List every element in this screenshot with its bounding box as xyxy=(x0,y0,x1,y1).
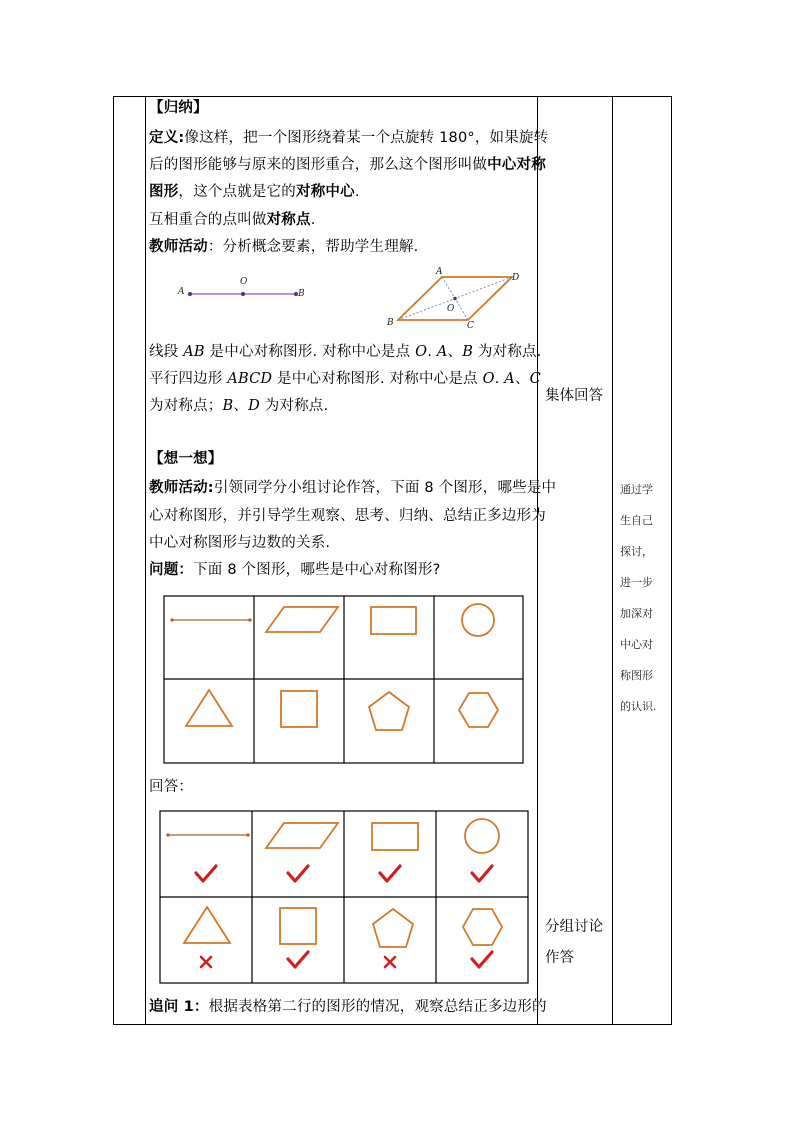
example-parallelogram-line xyxy=(149,369,541,389)
question-text: 下面 8 个图形，哪些是中心对称图形? xyxy=(193,562,441,578)
shape-triangle xyxy=(186,690,232,726)
shape-parallelogram xyxy=(266,823,338,848)
shape-rectangle xyxy=(371,607,416,634)
question-shapes-grid xyxy=(164,596,524,764)
symmetric-points-period: . xyxy=(310,212,316,228)
section-heading-summary: 【归纳】 xyxy=(149,100,208,116)
point-o-dot xyxy=(241,292,245,296)
example-text: . xyxy=(427,344,437,360)
example-text: 线段 xyxy=(149,344,184,360)
example-parallelogram-line-2 xyxy=(149,396,328,416)
check-mark-icon xyxy=(288,952,308,967)
shape-pentagon xyxy=(373,909,413,947)
segment-endpoint xyxy=(248,618,251,621)
definition-line-2 xyxy=(149,155,546,175)
column-divider-2 xyxy=(537,97,538,1024)
teacher-activity-line xyxy=(149,237,418,257)
term-figure: 图形 xyxy=(149,184,179,200)
label-o: O xyxy=(447,304,455,314)
parallelogram-abcd-figure xyxy=(385,265,525,335)
definition-line-1 xyxy=(149,128,548,148)
check-mark-icon xyxy=(472,952,492,967)
check-mark-icon xyxy=(472,866,492,881)
shape-triangle xyxy=(184,907,230,943)
math-b: B xyxy=(462,344,474,360)
definition-period: . xyxy=(354,184,360,200)
shape-circle xyxy=(462,604,494,636)
shape-hexagon xyxy=(463,909,502,945)
shape-pentagon xyxy=(369,692,409,730)
term-symmetric-points: 对称点 xyxy=(266,212,311,228)
example-text: 是中心对称图形. 对称中心是点 xyxy=(204,344,416,360)
design-intent-line: 生自己 xyxy=(620,514,653,527)
answer-label: 回答： xyxy=(149,779,194,795)
shape-circle xyxy=(465,819,499,853)
collective-answer-note: 集体回答 xyxy=(545,388,603,404)
question-line xyxy=(149,560,441,580)
term-central-symmetric: 中心对称 xyxy=(487,157,546,173)
label-o: O xyxy=(240,277,248,287)
teacher-activity-label: 教师活动 xyxy=(149,239,208,255)
symmetric-points-line xyxy=(149,210,316,230)
column-divider-3 xyxy=(612,97,613,1024)
math-abcd: ABCD xyxy=(227,371,273,387)
followup-text: 根据表格第二行的图形的情况，观察总结正多边形的 xyxy=(208,999,547,1015)
point-o-dot xyxy=(453,297,457,301)
example-text: 、 xyxy=(233,398,249,414)
teacher-activity-2-text: 引领同学分小组讨论作答，下面 8 个图形，哪些是中 xyxy=(213,480,557,496)
math-a: A xyxy=(436,344,448,360)
teacher-activity-2-label: 教师活动: xyxy=(149,480,214,496)
teacher-activity-text: ：分析概念要素，帮助学生理解. xyxy=(207,239,419,255)
example-text: 是中心对称图形. 对称中心是点 xyxy=(272,371,483,387)
design-intent-line: 通过学 xyxy=(620,483,653,496)
label-b: B xyxy=(298,289,305,299)
followup-label: 追问 1： xyxy=(149,999,209,1015)
definition-label: 定义: xyxy=(149,130,185,146)
group-discussion-note: 分组讨论 xyxy=(545,919,603,935)
label-c: C xyxy=(467,321,474,331)
followup-line xyxy=(149,997,547,1017)
design-intent-line: 进一步 xyxy=(620,576,653,589)
teacher-activity-2-line-2: 心对称图形，并引导学生观察、思考、归纳、总结正多边形为 xyxy=(149,508,546,524)
example-text: 为对称点； xyxy=(149,398,223,414)
design-intent-line: 加深对 xyxy=(620,607,653,620)
design-intent-line: 探讨， xyxy=(620,545,653,558)
definition-text-3: ，这个点就是它的 xyxy=(178,184,297,200)
check-mark-icon xyxy=(196,866,216,881)
math-o: O xyxy=(482,371,495,387)
teacher-activity-2-line-1 xyxy=(149,478,556,498)
shape-rectangle xyxy=(372,823,418,850)
shape-square xyxy=(280,908,316,944)
example-text: 为对称点. xyxy=(473,344,542,360)
label-d: D xyxy=(512,273,520,283)
example-text: . xyxy=(494,371,505,387)
segment-endpoint xyxy=(170,618,173,621)
answer-shapes-grid xyxy=(160,811,529,984)
definition-text-2: 后的图形能够与原来的图形重合，那么这个图形叫做 xyxy=(149,157,488,173)
column-divider-1 xyxy=(145,97,146,1024)
example-text: 平行四边形 xyxy=(149,371,228,387)
definition-text-1: 像这样，把一个图形绕着某一个点旋转 180°，如果旋转 xyxy=(184,130,549,146)
label-b: B xyxy=(387,318,394,328)
example-segment-line xyxy=(149,342,541,362)
example-text: 、 xyxy=(447,344,463,360)
shape-square xyxy=(281,691,317,727)
math-c: C xyxy=(529,371,541,387)
segment-endpoint xyxy=(166,833,169,836)
cross-mark-icon xyxy=(385,957,395,967)
label-a: A xyxy=(436,267,443,277)
segment-ab-figure xyxy=(170,272,320,306)
example-text: 为对称点. xyxy=(259,398,329,414)
term-center-of-symmetry: 对称中心 xyxy=(296,184,355,200)
group-discussion-note-2: 作答 xyxy=(545,950,574,966)
teacher-activity-2-line-3: 中心对称图形与边数的关系. xyxy=(149,535,331,551)
design-intent-line: 的认识. xyxy=(620,700,657,713)
definition-line-3 xyxy=(149,182,360,202)
shape-hexagon xyxy=(459,693,498,727)
design-intent-line: 中心对 xyxy=(620,638,653,651)
section-heading-think: 【想一想】 xyxy=(149,451,223,467)
math-a: A xyxy=(504,371,515,387)
segment-endpoint xyxy=(246,833,249,836)
math-d: D xyxy=(248,398,260,414)
check-mark-icon xyxy=(380,866,400,881)
cross-mark-icon xyxy=(201,957,211,967)
point-a-dot xyxy=(188,292,192,296)
example-text: 、 xyxy=(514,371,530,387)
design-intent-line: 称图形 xyxy=(620,669,653,682)
question-label: 问题： xyxy=(149,562,194,578)
check-mark-icon xyxy=(288,866,308,881)
math-ab: AB xyxy=(183,344,205,360)
math-o: O xyxy=(415,344,428,360)
design-intent-note xyxy=(620,474,666,722)
math-b: B xyxy=(222,398,234,414)
shape-parallelogram xyxy=(266,607,338,632)
label-a: A xyxy=(178,287,185,297)
symmetric-points-text: 互相重合的点叫做 xyxy=(149,212,267,228)
